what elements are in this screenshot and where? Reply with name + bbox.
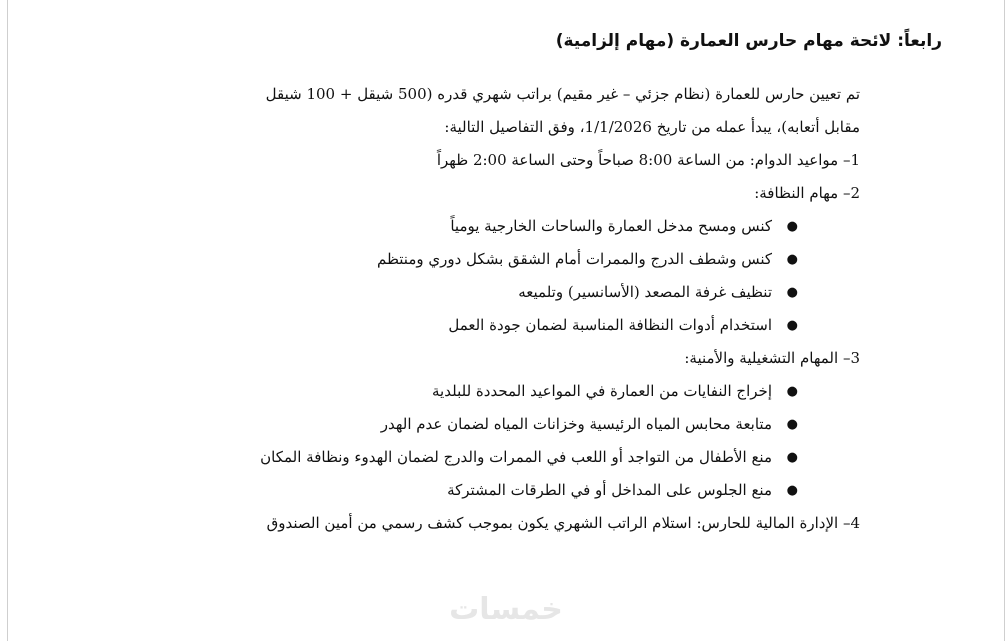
bullet-icon: ● <box>786 252 798 267</box>
section-3 <box>260 342 860 375</box>
section-number: 2– <box>842 184 860 202</box>
list-item: ● تنظيف غرفة المصعد (الأسانسير) وتلميعه <box>260 276 860 309</box>
list-item: ● متابعة محابس المياه الرئيسية وخزانات المياه لضمان عدم الهدر <box>260 408 860 441</box>
bullet-icon: ● <box>786 285 798 300</box>
section-4 <box>260 507 860 540</box>
bullet-list-operations <box>260 375 860 507</box>
list-item: ● منع الأطفال من التواجد أو اللعب في الممرات والدرج لضمان الهدوء ونظافة المكان <box>260 441 860 474</box>
section-number: 4– <box>842 514 860 532</box>
list-item: ● كنس وشطف الدرج والممرات أمام الشقق بشكل دوري ومنتظم <box>260 243 860 276</box>
bullet-list-cleaning <box>260 210 860 342</box>
bullet-icon: ● <box>786 219 798 234</box>
watermark-logo: خمسات <box>449 592 563 627</box>
list-item: ● استخدام أدوات النظافة المناسبة لضمان جودة العمل <box>260 309 860 342</box>
intro-line-1: تم تعيين حارس للعمارة (نظام جزئي – غير مقيم) براتب شهري قدره (500 شيقل + 100 شيقل <box>265 85 860 103</box>
bullet-icon: ● <box>786 417 798 432</box>
bullet-icon: ● <box>786 318 798 333</box>
bullet-icon: ● <box>786 384 798 399</box>
section-heading: رابعاً: لائحة مهام حارس العمارة (مهام إلزامية) <box>555 31 942 51</box>
list-item: ● كنس ومسح مدخل العمارة والساحات الخارجية يومياً <box>260 210 860 243</box>
section-title: الإدارة المالية للحارس: استلام الراتب الشهري يكون بموجب كشف رسمي من أمين الصندوق <box>266 514 839 532</box>
document-page <box>7 0 1005 641</box>
section-1 <box>260 144 860 177</box>
list-item: ● منع الجلوس على المداخل أو في الطرقات المشتركة <box>260 474 860 507</box>
section-title: مهام النظافة: <box>754 184 839 202</box>
document-content <box>260 78 860 540</box>
intro-line-2: مقابل أتعابه)، يبدأ عمله من تاريخ 1/1/2026، وفق التفاصيل التالية: <box>444 118 860 136</box>
section-number: 3– <box>842 349 860 367</box>
section-title: مواعيد الدوام: من الساعة 8:00 صباحاً وحتى الساعة 2:00 ظهراً <box>436 151 839 169</box>
list-item: ● إخراج النفايات من العمارة في المواعيد المحددة للبلدية <box>260 375 860 408</box>
bullet-icon: ● <box>786 450 798 465</box>
section-title: المهام التشغيلية والأمنية: <box>684 349 839 367</box>
bullet-icon: ● <box>786 483 798 498</box>
document-body <box>168 26 942 540</box>
section-number: 1– <box>842 151 860 169</box>
section-2 <box>260 177 860 210</box>
